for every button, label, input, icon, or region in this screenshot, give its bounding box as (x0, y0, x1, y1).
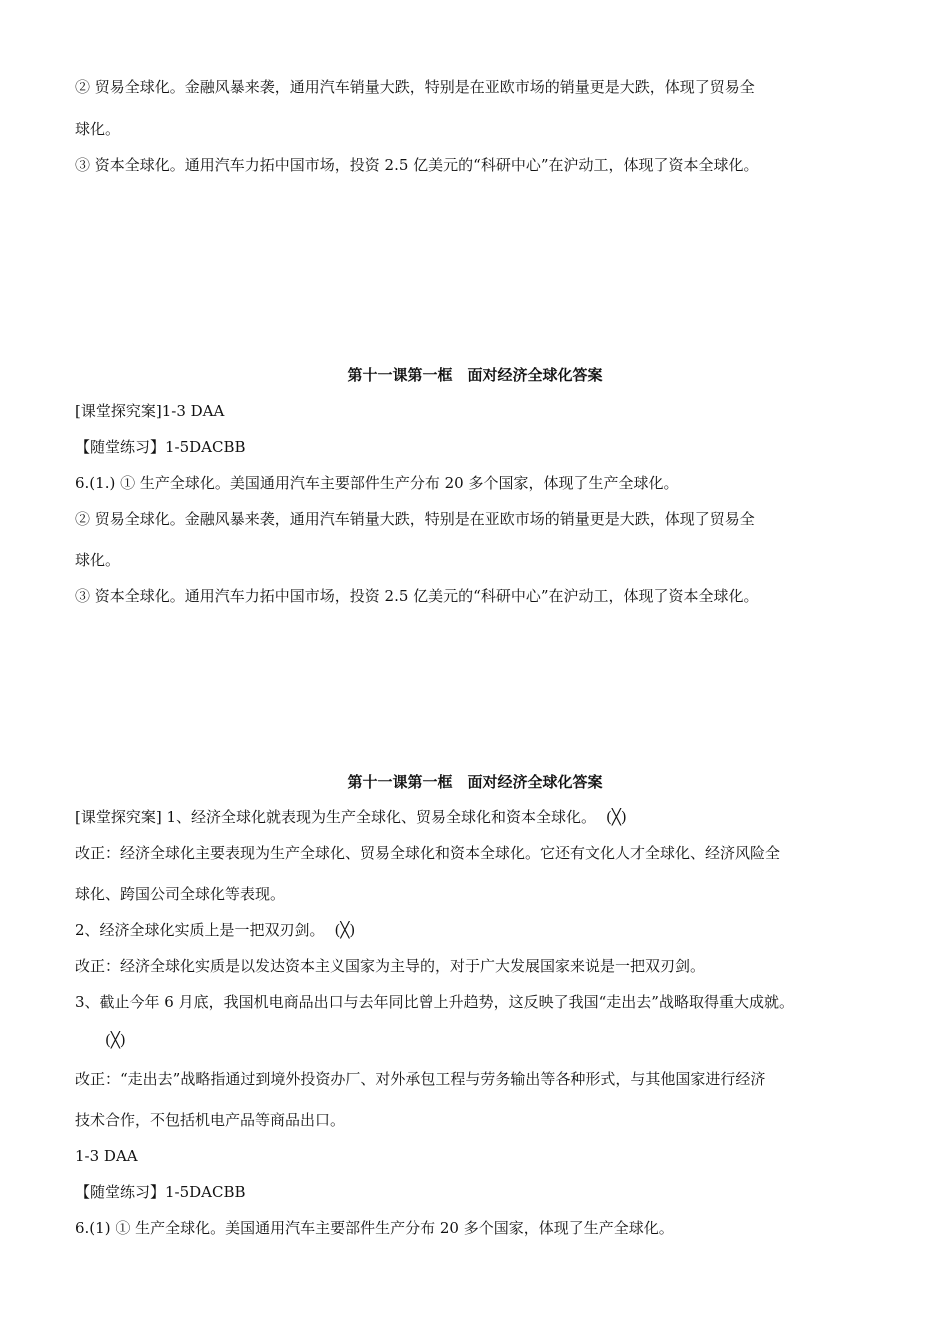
s2-q6-production: 6.(1.) ① 生产全球化。美国通用汽车主要部件生产分布 20 多个国家，体现了生产全球化。 (75, 474, 679, 492)
s3-item1: [课堂探究案] 1、经济全球化就表现为生产全球化、贸易全球化和资本全球化。 (75, 808, 597, 826)
s3-item2: 2、经济全球化实质上是一把双刃剑。 (75, 921, 325, 939)
s1-paragraph-capital: ③ 资本全球化。通用汽车力拓中国市场，投资 2.5 亿美元的“科研中心”在沪动工，体现了资本全球化。 (75, 156, 759, 174)
s3-practice-answers: 【随堂练习】1-5DACBB (75, 1183, 246, 1201)
s3-fix3-line2: 技术合作，不包括机电产品等商品出口。 (75, 1111, 346, 1129)
s3-q6-production: 6.(1) ① 生产全球化。美国通用汽车主要部件生产分布 20 多个国家，体现了生产全球化。 (75, 1219, 674, 1237)
s1-paragraph-trade-line2: 球化。 (75, 120, 121, 138)
s3-fix1-line1: 改正：经济全球化主要表现为生产全球化、贸易全球化和资本全球化。它还有文化人才全球化、经济风险全 (75, 844, 781, 862)
cross-mark-icon: (╳) (334, 921, 356, 939)
s3-mc-answers: 1-3 DAA (75, 1147, 138, 1165)
s2-paragraph-trade-line2: 球化。 (75, 551, 121, 569)
s2-explore-answers: [课堂探究案]1-3 DAA (75, 402, 225, 420)
cross-mark-icon: (╳) (606, 808, 627, 826)
s3-title: 第十一课第一框 面对经济全球化答案 (347, 773, 603, 791)
s3-item3: 3、截止今年 6 月底，我国机电商品出口与去年同比曾上升趋势，这反映了我国“走出去”战略取得重大成就。 (75, 993, 794, 1011)
cross-mark-icon: (╳) (105, 1031, 126, 1049)
s2-practice-answers: 【随堂练习】1-5DACBB (75, 438, 246, 456)
s2-paragraph-trade-line1: ② 贸易全球化。金融风暴来袭，通用汽车销量大跌，特别是在亚欧市场的销量更是大跌，体现了贸易全 (75, 510, 755, 528)
s3-fix1-line2: 球化、跨国公司全球化等表现。 (75, 885, 286, 903)
s3-fix2: 改正：经济全球化实质是以发达资本主义国家为主导的，对于广大发展国家来说是一把双刃剑。 (75, 957, 706, 975)
s2-paragraph-capital: ③ 资本全球化。通用汽车力拓中国市场，投资 2.5 亿美元的“科研中心”在沪动工，体现了资本全球化。 (75, 587, 759, 605)
s1-paragraph-trade-line1: ② 贸易全球化。金融风暴来袭，通用汽车销量大跌，特别是在亚欧市场的销量更是大跌，体现了贸易全 (75, 78, 755, 96)
s2-title: 第十一课第一框 面对经济全球化答案 (347, 366, 603, 384)
s3-item1-row (75, 807, 627, 827)
s3-fix3-line1: 改正：“走出去”战略指通过到境外投资办厂、对外承包工程与劳务输出等各种形式，与其他国家进行经济 (75, 1070, 766, 1088)
s3-item2-row (75, 920, 355, 940)
